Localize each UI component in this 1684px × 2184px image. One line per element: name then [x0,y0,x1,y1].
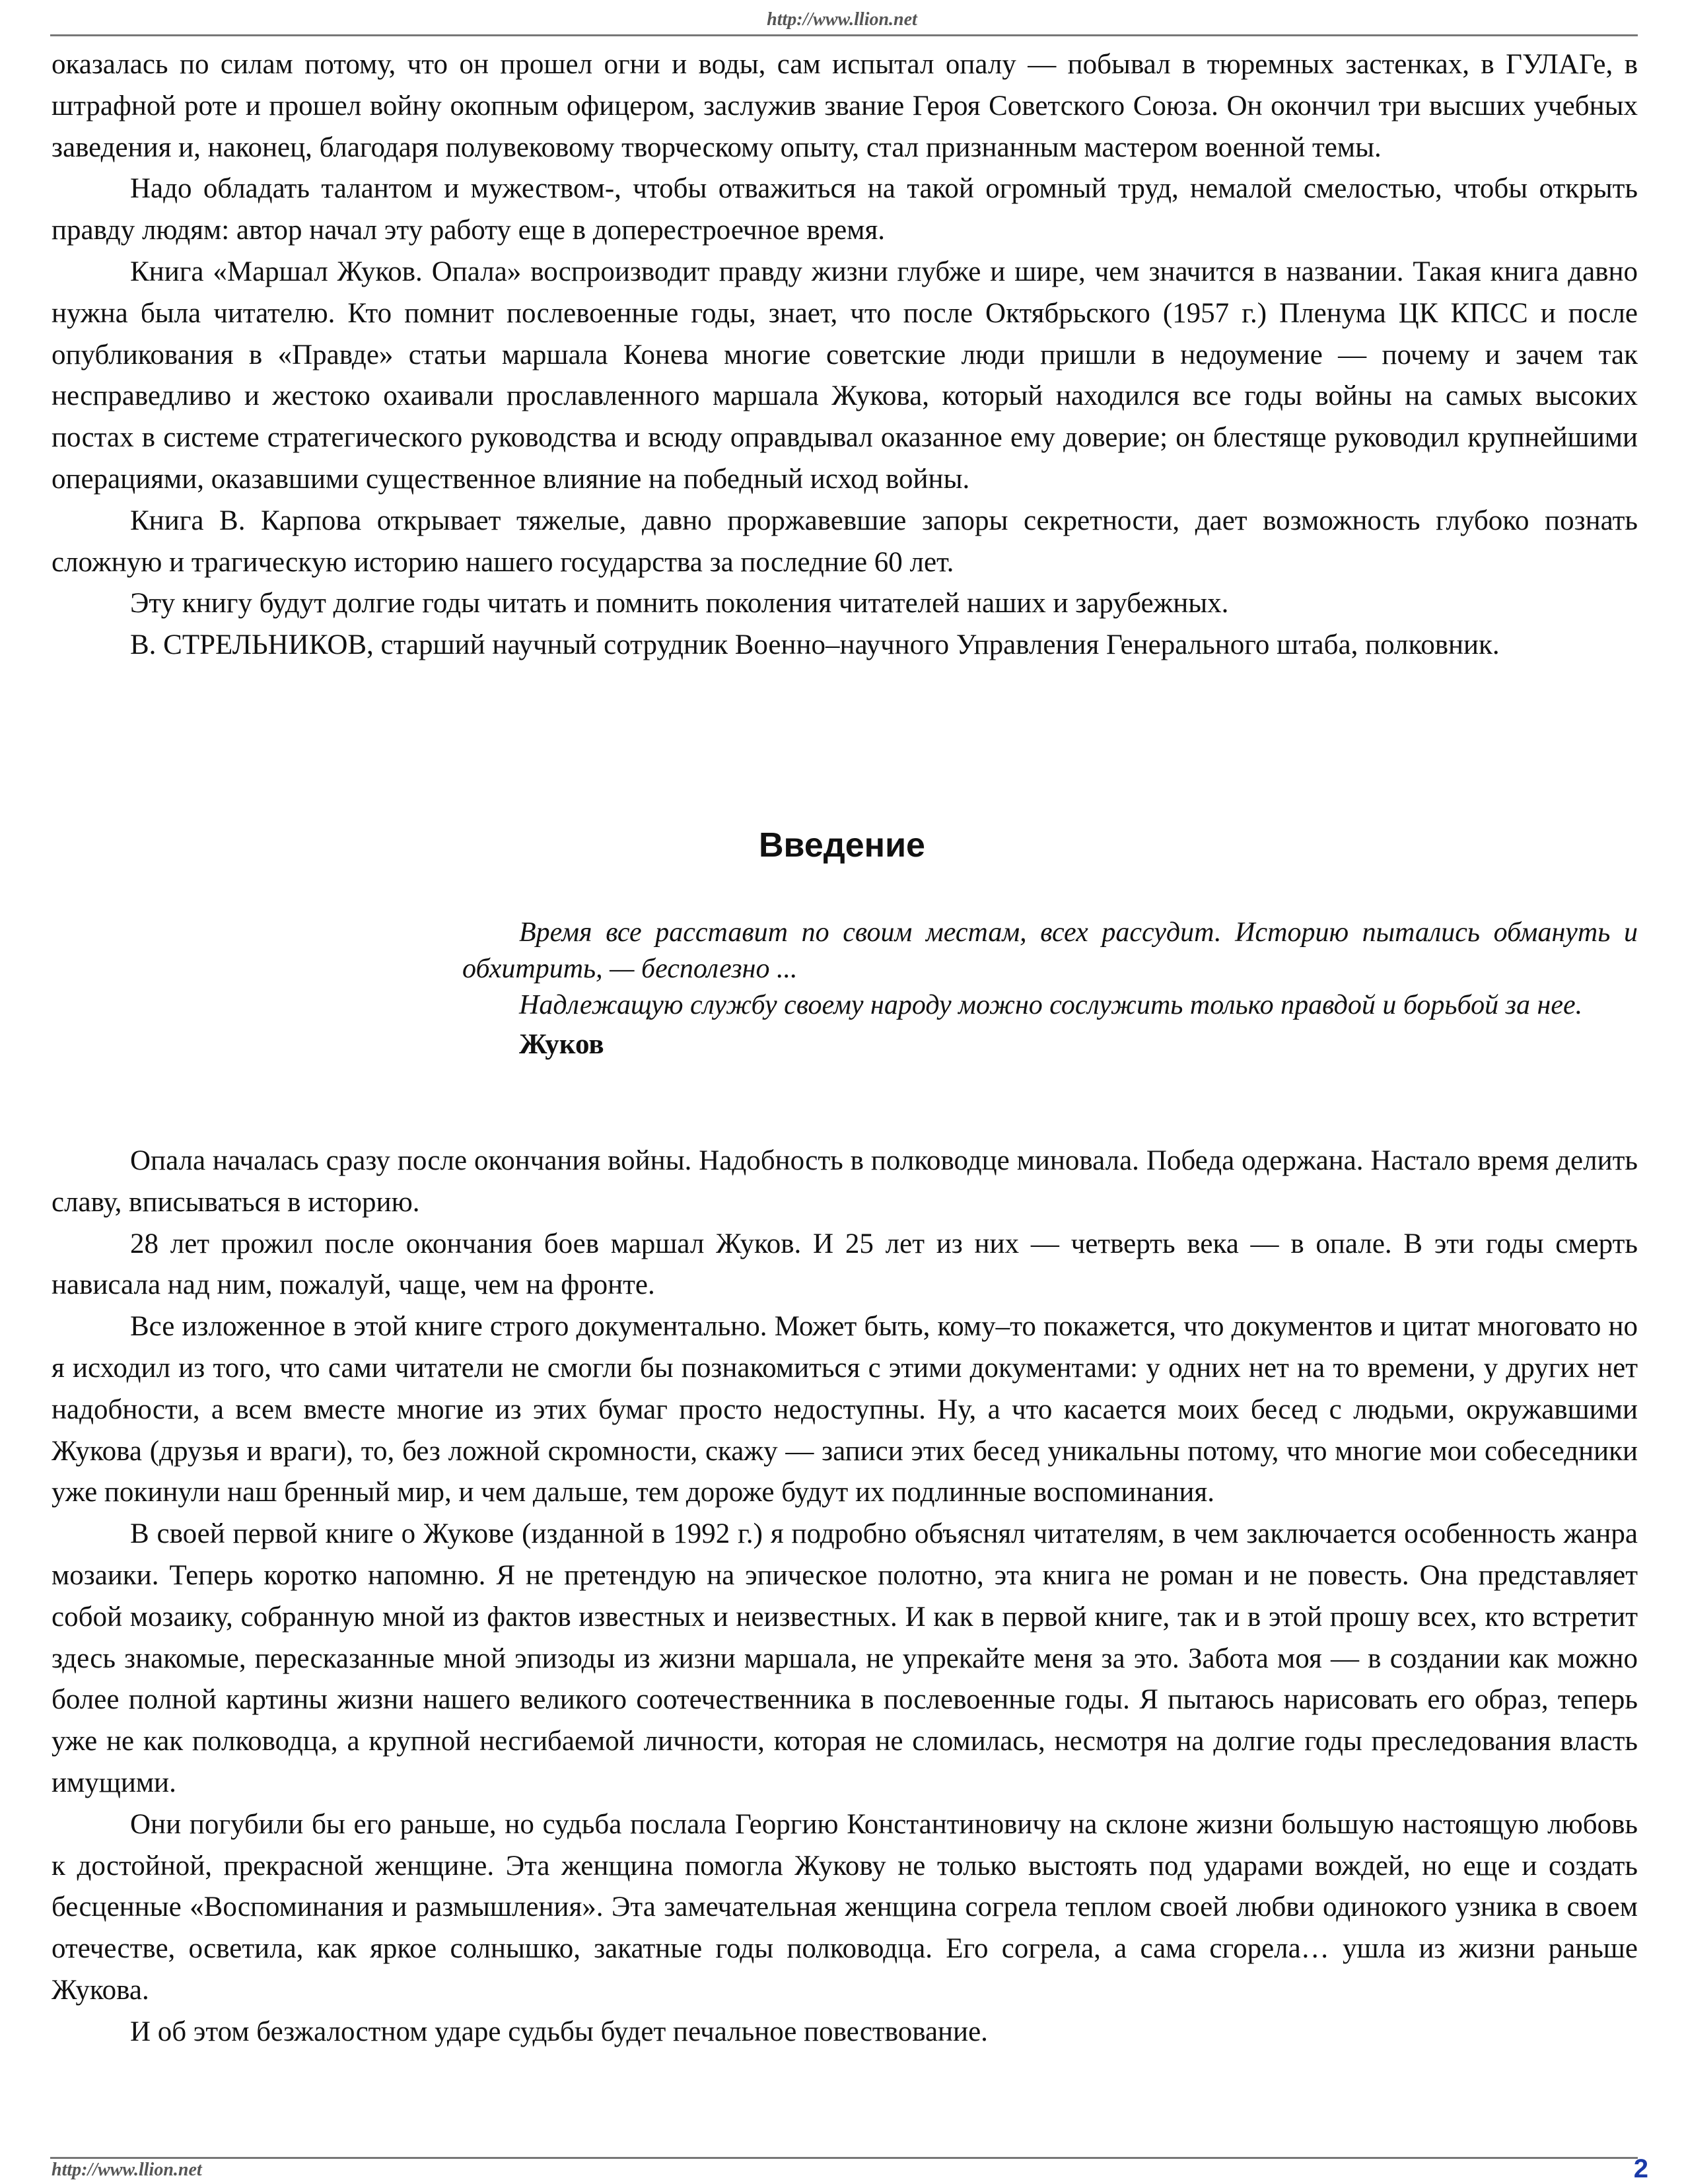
footer-rule [50,2157,1638,2159]
paragraph: 28 лет прожил после окончания боев маршал Жуков. И 25 лет из них — четверть века — в опале. В эти годы смерть нависала над ним, пожалуй, чаще, чем на фронте. [52,1228,1638,1301]
paragraph: Надо обладать талантом и мужеством-, чтобы отважиться на такой огромный труд, немалой смелостью, чтобы открыть правду людям: автор начал эту работу еще в доперестроечное время. [52,173,1638,246]
introduction-text [52,1141,1638,2053]
paragraph: В своей первой книге о Жукове (изданной в 1992 г.) я подробно объяснял читателям, в чем заключается особенность жанра мозаики. Теперь коротко напомню. Я не претендую на эпическое полотно, эта книга не роман и не повесть. Она представляет собой мозаику, собранную мной из фактов известных и неизвестных. И как в первой книге, так и в этой прошу всех, кто встретит здесь знакомые, пересказанные мной эпизоды из жизни маршала, не упрекайте меня за это. Забота моя — в создании как можно более полной картины жизни нашего великого соотечественника в послевоенные годы. Я пытаюсь нарисовать его образ, теперь уже не как полководца, а крупной несгибаемой личности, которая не сломилась, несмотря на долгие годы преследования власть имущими. [52,1518,1638,1798]
header-rule [50,34,1638,36]
epigraph [462,915,1638,1063]
epigraph-author: Жуков [519,1029,604,1060]
header-url[interactable]: http://www.llion.net [767,9,917,30]
paragraph: оказалась по силам потому, что он прошел огни и воды, сам испытал опалу — побывал в тюремных застенках, в ГУЛАГе, в штрафной роте и прошел войну окопным офицером, заслужив звание Героя Советского Союза. Он окончил три высших учебных заведения и, наконец, благодаря полувековому творческому опыту, стал признанным мастером военной темы. [52,49,1638,163]
preface-text [52,44,1638,666]
paragraph: Они погубили бы его раньше, но судьба послала Георгию Константиновичу на склоне жизни большую настоящую любовь к достойной, прекрасной женщине. Эта женщина помогла Жукову не только выстоять под ударами вождей, но еще и создать бесценные «Воспоминания и размышления». Эта замечательная женщина согрела теплом своей любви одинокого узника в своем отечестве, осветила, как яркое солнышко, закатные годы полководца. Его согрела, а сама сгорела… ушла из жизни раньше Жукова. [52,1808,1638,2006]
epigraph-line: Надлежащую службу своему народу можно сослужить только правдой и борьбой за нее. [519,990,1583,1020]
page-number: 2 [1633,2154,1648,2183]
section-title: Введение [759,826,925,864]
footer-url[interactable]: http://www.llion.net [52,2160,202,2180]
paragraph: Опала началась сразу после окончания войны. Надобность в полководце миновала. Победа одержана. Настало время делить славу, вписываться в историю. [52,1145,1638,1218]
paragraph: Эту книгу будут долгие годы читать и помнить поколения читателей наших и зарубежных. [130,588,1229,619]
paragraph: Книга «Маршал Жуков. Опала» воспроизводит правду жизни глубже и шире, чем значится в названии. Такая книга давно нужна была читателю. Кто помнит послевоенные годы, знает, что после Октябрьского (1957 г.) Пленума ЦК КПСС и после опубликования в «Правде» статьи маршала Конева многие советские люди пришли в недоумение — почему и зачем так несправедливо и жестоко охаивали прославленного маршала Жукова, который находился все годы войны на самых высоких постах в системе стратегического руководства и всюду оправдывал оказанное ему доверие; он блестяще руководил крупнейшими операциями, оказавшими существенное влияние на победный исход войны. [52,256,1638,495]
epigraph-line: Время все расставит по своим местам, всех рассудит. Историю пытались обмануть и обхитрить, — бесполезно ... [462,917,1638,984]
paragraph: Все изложенное в этой книге строго документально. Может быть, кому–то покажется, что документов и цитат многовато но я исходил из того, что сами читатели не смогли бы познакомиться с этими документами: у одних нет на то времени, у других нет надобности, а всем вместе многие из этих бумаг просто недоступны. Ну, а что касается моих бесед с людьми, окружавшими Жукова (друзья и враги), то, без ложной скромности, скажу — записи этих бесед уникальны потому, что многие мои собеседники уже покинули наш бренный мир, и чем дальше, тем дороже будут их подлинные воспоминания. [52,1311,1638,1508]
paragraph: Книга В. Карпова открывает тяжелые, давно проржавевшие запоры секретности, дает возможность глубоко познать сложную и трагическую историю нашего государства за последние 60 лет. [52,505,1638,578]
paragraph: И об этом безжалостном ударе судьбы будет печальное повествование. [130,2016,988,2047]
paragraph-signature: В. СТРЕЛЬНИКОВ, старший научный сотрудник Военно–научного Управления Генерального штаба, полковник. [130,629,1500,661]
